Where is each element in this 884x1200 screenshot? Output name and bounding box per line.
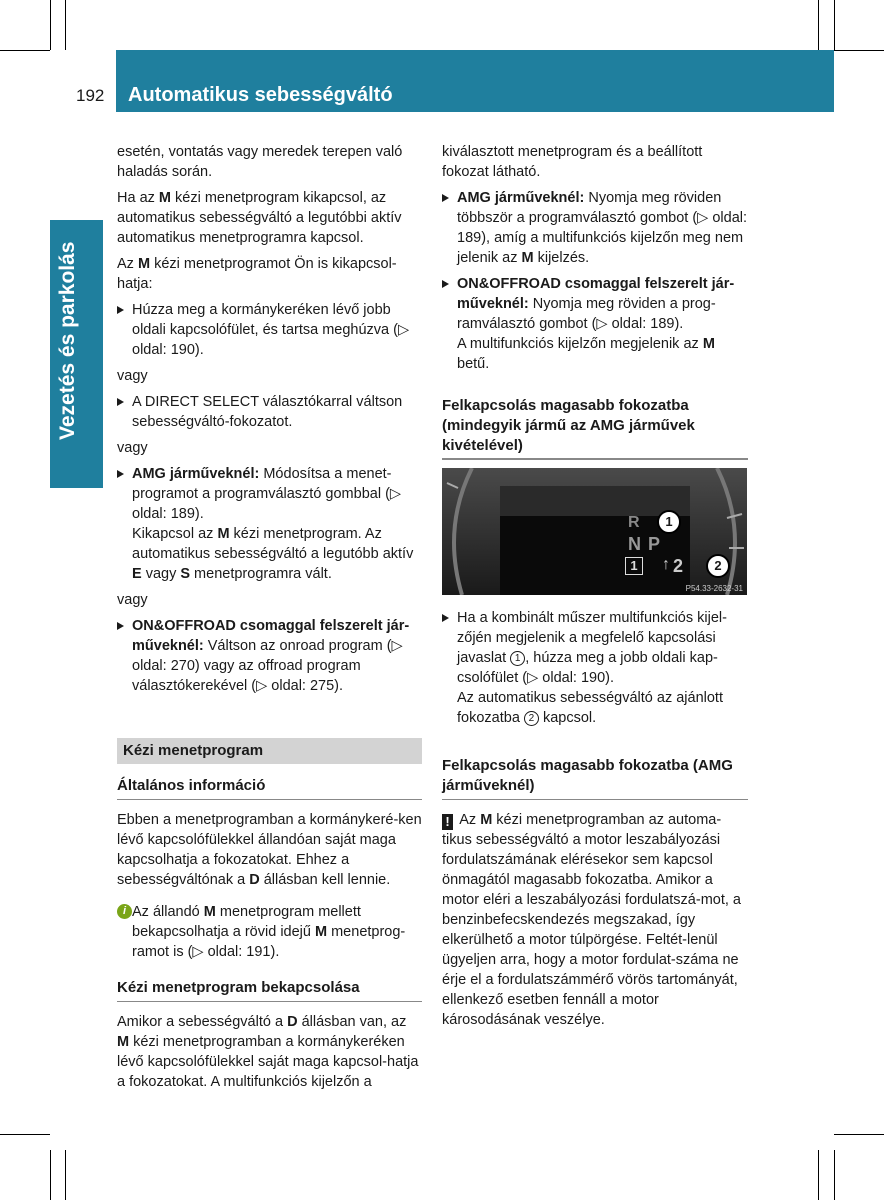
right-column-lower — [442, 608, 748, 1030]
warning-note: ! Az M kézi menetprogramban az automa-tikus sebességváltó a motor leszabályozási fordulatszámának elérésekor sem kapcsol önmagától magasabb fokozatba. Amikor a motor eléri a leszabályozási fordulatszá-mot, a benzinbefecskendezés megszakad, így elkerülhető a motor túlpörgése. Feltét-lenül ügyeljen arra, hogy a motor fordulat-száma ne érje el a fordulatszámmérő vörös tartományát, ellenkező esetben fennáll a motor károsodásának veszélye. — [442, 812, 741, 1028]
page-number: 192 — [76, 86, 105, 105]
crop-mark — [818, 0, 819, 50]
section-heading: Kézi menetprogram — [117, 738, 422, 764]
callout-ref: 2 — [524, 711, 539, 726]
or-label: vagy — [117, 368, 148, 384]
gear-p-label: P — [648, 534, 661, 554]
info-note: i Az állandó M menetprogram mellett bekapcsolhatja a rövid idejű M menetprog-ramot is (▷ oldal: 191). — [117, 902, 422, 962]
info-icon: i — [117, 904, 132, 919]
instrument-cluster-figure — [442, 468, 747, 595]
paragraph: kiválasztott menetprogram és a beállított fokozat látható. — [442, 144, 703, 180]
or-label: vagy — [117, 440, 148, 456]
crop-mark — [834, 0, 835, 50]
paragraph: Amikor a sebességváltó a D állásban van, az M kézi menetprogramban a kormánykeréken lévő kapcsolófülekkel saját maga kapcsol-hatja a fokozatokat. A multifunkciós kijelzőn a — [117, 1014, 419, 1090]
up-arrow-icon: ↑ — [662, 556, 670, 573]
callout-1: 1 — [657, 510, 681, 534]
bullet-item: Ha a kombinált műszer multifunkciós kijel-zőjén megjelenik a megfelelő kapcsolási javaslat 1 , húzza meg a jobb oldali kap-csolófület (▷ oldal: 190). Az automatikus sebességváltó az ajánlott fokozatba 2 kapcsol. — [442, 608, 748, 728]
crop-mark — [65, 0, 66, 50]
paragraph: esetén, vontatás vagy meredek terepen való haladás során. — [117, 144, 403, 180]
crop-mark — [834, 1134, 884, 1135]
sub-heading: Felkapcsolás magasabb fokozatba (mindegyik jármű az AMG járművek kivételével) — [442, 397, 695, 454]
sub-heading: Kézi menetprogram bekapcsolása — [117, 978, 422, 1002]
crop-mark — [50, 0, 51, 50]
side-tab-label: Vezetés és parkolás — [56, 241, 79, 440]
gear-number-label: 2 — [673, 556, 684, 576]
bullet-item: ON&OFFROAD csomaggal felszerelt jár-műveknél: Váltson az onroad program (▷ oldal: 270) vagy az offroad program választókerekével (▷ oldal: 275). — [117, 616, 422, 696]
bullet-item: ON&OFFROAD csomaggal felszerelt jár-műveknél: Nyomja meg röviden a prog-ramválasztó gombot (▷ oldal: 189). A multifunkciós kijelzőn megjelenik az M betű. — [442, 274, 748, 374]
figure-code: P54.33-2632-31 — [685, 584, 743, 593]
crop-mark — [834, 1150, 835, 1200]
bullet-item: AMG járműveknél: Nyomja meg röviden többször a programválasztó gombot (▷ oldal: 189), amíg a multifunkciós kijelzőn meg nem jelenik az M kijelzés. — [442, 188, 748, 268]
chapter-title: Automatikus sebességváltó — [128, 84, 393, 106]
gear-n-label: N — [628, 534, 641, 554]
crop-mark — [0, 1134, 50, 1135]
bullet-item: Húzza meg a kormánykeréken lévő jobb oldali kapcsolófület, és tartsa meghúzva (▷ oldal: 190). — [117, 300, 422, 360]
right-column — [442, 142, 748, 459]
callout-ref: 1 — [510, 651, 525, 666]
bullet-item: A DIRECT SELECT választókarral váltson sebességváltó-fokozatot. — [117, 392, 422, 432]
bullet-item: AMG járműveknél: Módosítsa a menet-programot a programválasztó gombbal (▷ oldal: 189). Kikapcsol az M kézi menetprogram. Az automatikus sebességváltó a legutóbb aktív E vagy S menetprogramra vált. — [117, 464, 422, 584]
sub-heading: Felkapcsolás magasabb fokozatba (AMG járműveknél) — [442, 756, 748, 800]
or-label: vagy — [117, 592, 148, 608]
gear-r-label: R — [628, 514, 640, 531]
figure-rule — [442, 458, 748, 460]
paragraph: Az M kézi menetprogramot Ön is kikapcsol-hatja: — [117, 256, 397, 292]
cluster-graphic — [442, 468, 747, 595]
paragraph: Ha az M kézi menetprogram kikapcsol, az automatikus sebességváltó a legutóbbi aktív automatikus menetprogramra kapcsol. — [117, 190, 402, 246]
paragraph: Ebben a menetprogramban a kormánykeré-ken lévő kapcsolófülekkel állandóan saját maga kapcsolhatja a fokozatokat. Ehhez a sebességváltónak a D állásban kell lennie. — [117, 812, 422, 888]
crop-mark — [50, 1150, 51, 1200]
crop-mark — [65, 1150, 66, 1200]
crop-mark — [834, 50, 884, 51]
manual-mode-label: 1 — [625, 557, 643, 575]
left-column — [117, 142, 422, 1098]
crop-mark — [818, 1150, 819, 1200]
sub-heading: Általános információ — [117, 776, 422, 800]
crop-mark — [0, 50, 50, 51]
callout-2: 2 — [706, 554, 730, 578]
warning-icon: ! — [442, 814, 453, 830]
